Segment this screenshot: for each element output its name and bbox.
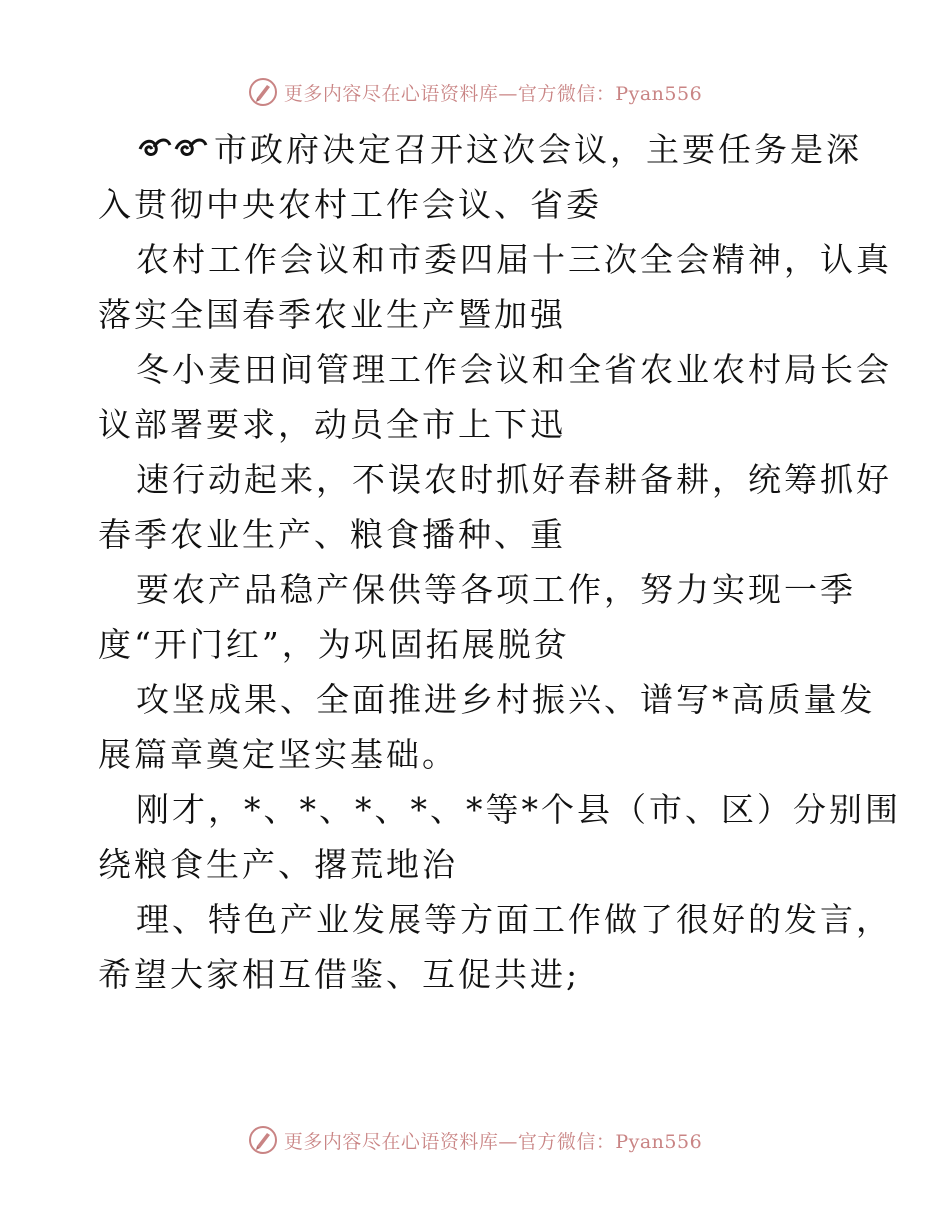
pen-logo-icon <box>248 77 278 107</box>
pen-logo-icon <box>248 1125 278 1155</box>
line-text: 市政府决定召开这次会议，主要任务是深 <box>214 130 862 169</box>
paragraph-line: 希望大家相互借鉴、互促共进; <box>98 955 581 994</box>
paragraph-line <box>98 122 862 177</box>
paragraph-line: 冬小麦田间管理工作会议和全省农业农村局长会 <box>136 350 892 389</box>
watermark-text: 更多内容尽在心语资料库—官方微信：Pyan556 <box>283 82 703 105</box>
paragraph-line: 春季农业生产、粮食播种、重 <box>98 515 566 554</box>
paragraph-line: 入贯彻中央农村工作会议、省委 <box>98 185 602 224</box>
paragraph-line: 农村工作会议和市委四届十三次全会精神，认真 <box>136 240 892 279</box>
decorative-bullet-icon <box>136 129 214 163</box>
document-body <box>98 122 901 1002</box>
paragraph-line: 度“开门红”，为巩固拓展脱贫 <box>98 625 570 664</box>
paragraph-line: 展篇章奠定坚实基础。 <box>98 735 458 774</box>
paragraph-line: 攻坚成果、全面推进乡村振兴、谱写*高质量发 <box>136 680 876 719</box>
header-watermark <box>0 72 950 112</box>
paragraph-line: 落实全国春季农业生产暨加强 <box>98 295 566 334</box>
paragraph-line: 速行动起来，不误农时抓好春耕备耕，统筹抓好 <box>136 460 892 499</box>
paragraph-line: 绕粮食生产、撂荒地治 <box>98 845 458 884</box>
paragraph-line: 议部署要求，动员全市上下迅 <box>98 405 566 444</box>
paragraph-line: 刚才，*、*、*、*、*等*个县（市、区）分别围 <box>136 790 901 829</box>
paragraph-line: 要农产品稳产保供等各项工作，努力实现一季 <box>136 570 856 609</box>
footer-watermark <box>0 1120 950 1160</box>
paragraph-line: 理、特色产业发展等方面工作做了很好的发言， <box>136 900 892 939</box>
watermark-text: 更多内容尽在心语资料库—官方微信：Pyan556 <box>283 1130 703 1153</box>
